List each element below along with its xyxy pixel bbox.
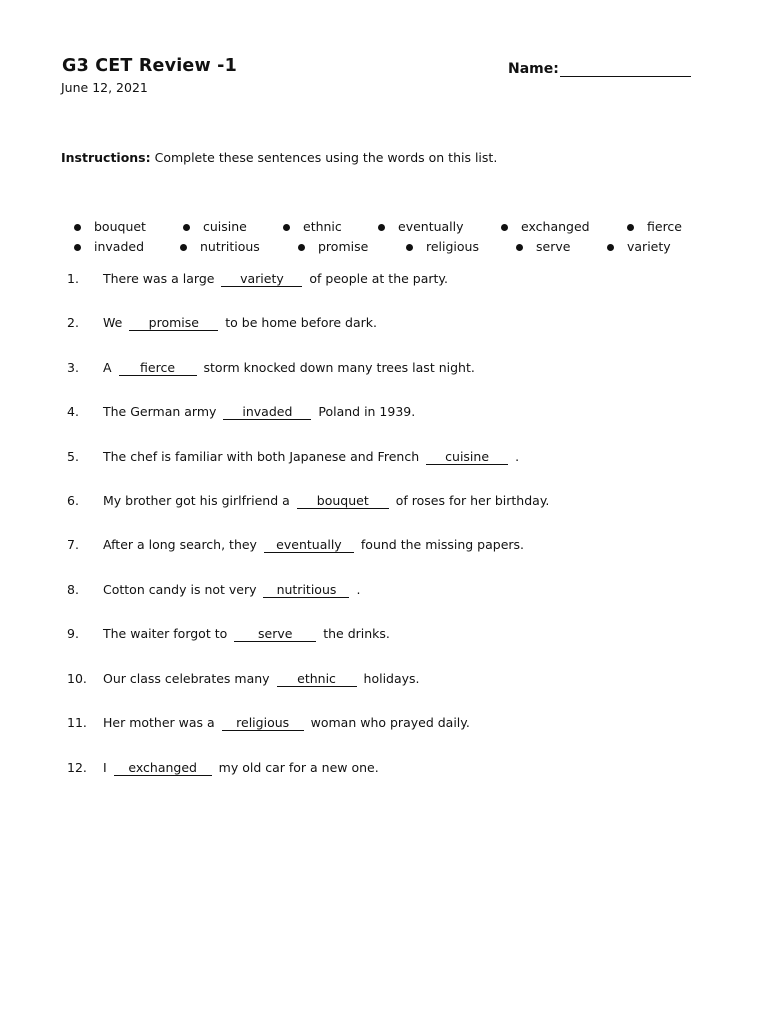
bullet-icon	[627, 224, 634, 231]
bullet-icon	[183, 224, 190, 231]
question-after: of roses for her birthday.	[391, 493, 550, 508]
question-text	[103, 760, 379, 776]
word-bank-item: serve	[536, 239, 571, 254]
page-title: G3 CET Review -1	[62, 56, 237, 76]
word-bank-item: bouquet	[94, 219, 146, 234]
question-text	[103, 493, 549, 509]
instructions	[61, 150, 497, 165]
question-text	[103, 715, 470, 731]
question-before: We	[103, 315, 127, 330]
question-before: After a long search, they	[103, 537, 261, 552]
date-text: June 12, 2021	[61, 80, 148, 95]
question-before: The German army	[103, 404, 221, 419]
question-before: The chef is familiar with both Japanese and French	[103, 449, 424, 464]
answer-blank: fierce	[119, 361, 197, 376]
question-number: 5.	[67, 449, 79, 464]
question-after: woman who prayed daily.	[306, 715, 470, 730]
answer-blank: ethnic	[277, 672, 357, 687]
answer-blank: promise	[129, 316, 218, 331]
answer-blank: invaded	[223, 405, 311, 420]
question-after: .	[352, 582, 361, 597]
question-number: 6.	[67, 493, 79, 508]
name-label: Name:	[508, 61, 559, 77]
question-before: My brother got his girlfriend a	[103, 493, 294, 508]
question-number: 4.	[67, 404, 79, 419]
question-after: found the missing papers.	[356, 537, 525, 552]
bullet-icon	[283, 224, 290, 231]
question-text	[103, 626, 390, 642]
question-number: 3.	[67, 360, 79, 375]
question-before: Her mother was a	[103, 715, 219, 730]
bullet-icon	[74, 244, 81, 251]
bullet-icon	[406, 244, 413, 251]
bullet-icon	[298, 244, 305, 251]
question-number: 2.	[67, 315, 79, 330]
word-bank-item: invaded	[94, 239, 145, 254]
word-bank-item: eventually	[398, 219, 464, 234]
name-blank-line	[560, 60, 691, 77]
word-bank-item: ethnic	[303, 219, 342, 234]
question-text	[103, 537, 524, 553]
bullet-icon	[501, 224, 508, 231]
question-text	[103, 271, 448, 287]
instructions-text: Complete these sentences using the words on this list.	[150, 150, 498, 165]
answer-blank: cuisine	[426, 450, 508, 465]
question-before: Our class celebrates many	[103, 671, 274, 686]
question-after: of people at the party.	[305, 271, 449, 286]
instructions-label: Instructions:	[61, 150, 151, 165]
bullet-icon	[607, 244, 614, 251]
bullet-icon	[74, 224, 81, 231]
question-number: 1.	[67, 271, 79, 286]
question-before: Cotton candy is not very	[103, 582, 261, 597]
answer-blank: exchanged	[114, 761, 212, 776]
word-bank-item: nutritious	[200, 239, 260, 254]
question-before: I	[103, 760, 111, 775]
question-after: .	[511, 449, 520, 464]
question-number: 9.	[67, 626, 79, 641]
word-bank-item: exchanged	[521, 219, 590, 234]
word-bank-item: variety	[627, 239, 671, 254]
answer-blank: bouquet	[297, 494, 389, 509]
name-field	[508, 60, 691, 77]
bullet-icon	[378, 224, 385, 231]
answer-blank: nutritious	[263, 583, 349, 598]
question-text	[103, 315, 377, 331]
question-number: 8.	[67, 582, 79, 597]
question-text	[103, 360, 475, 376]
question-number: 12.	[67, 760, 87, 775]
bullet-icon	[180, 244, 187, 251]
bullet-icon	[516, 244, 523, 251]
question-text	[103, 449, 519, 465]
question-text	[103, 671, 420, 687]
word-bank-item: promise	[318, 239, 369, 254]
question-number: 10.	[67, 671, 87, 686]
question-after: Poland in 1939.	[314, 404, 416, 419]
answer-blank: eventually	[264, 538, 354, 553]
answer-blank: variety	[221, 272, 302, 287]
answer-blank: serve	[234, 627, 316, 642]
question-after: my old car for a new one.	[214, 760, 379, 775]
word-bank-item: religious	[426, 239, 479, 254]
question-before: A	[103, 360, 116, 375]
question-before: There was a large	[103, 271, 219, 286]
question-number: 7.	[67, 537, 79, 552]
question-after: the drinks.	[319, 626, 390, 641]
question-before: The waiter forgot to	[103, 626, 232, 641]
question-after: to be home before dark.	[221, 315, 377, 330]
word-bank-item: cuisine	[203, 219, 247, 234]
question-number: 11.	[67, 715, 87, 730]
question-after: storm knocked down many trees last night.	[199, 360, 475, 375]
question-after: holidays.	[359, 671, 420, 686]
question-text	[103, 582, 360, 598]
answer-blank: religious	[222, 716, 304, 731]
word-bank-item: fierce	[647, 219, 682, 234]
question-text	[103, 404, 415, 420]
